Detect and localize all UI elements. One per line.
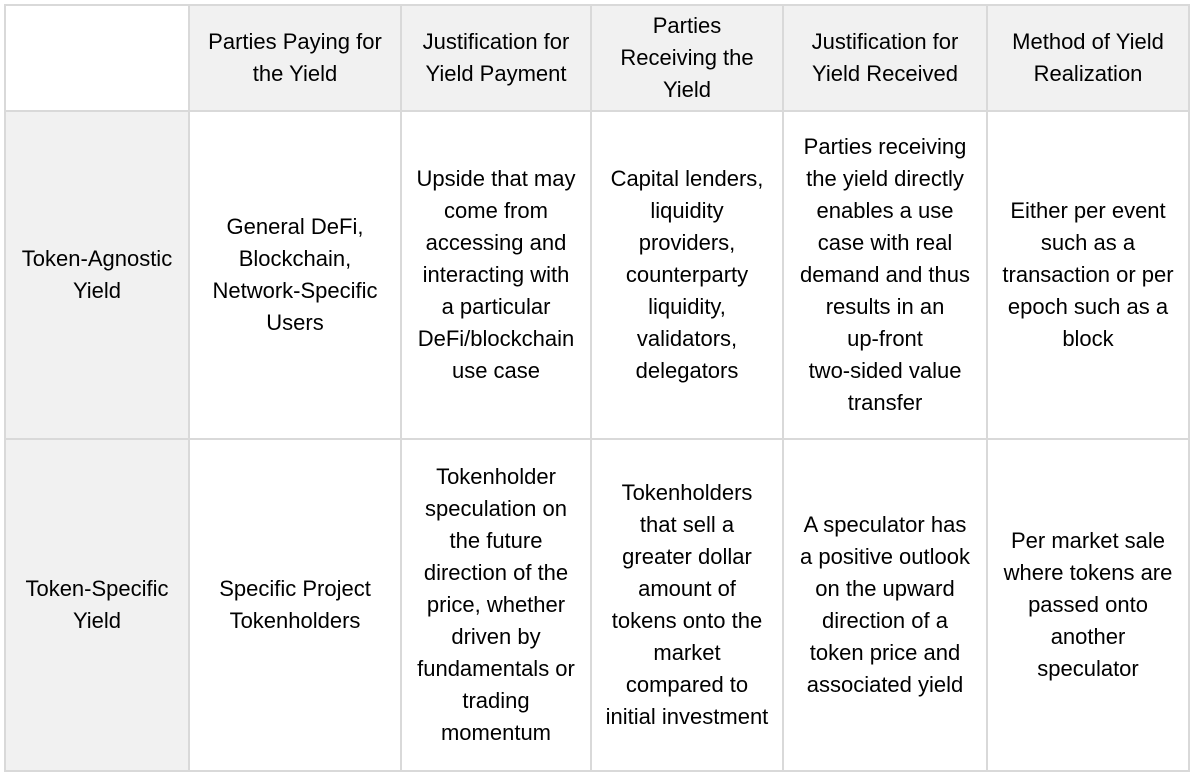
row-label-token-specific: Token-Specific Yield [5, 439, 189, 771]
column-header-parties-paying: Parties Paying for the Yield [189, 5, 401, 111]
table-row-token-agnostic [5, 111, 1189, 439]
table-cell: Upside that may come from accessing and interacting with a particular DeFi/blockchain use case [401, 111, 591, 439]
table-cell: General DeFi, Blockchain, Network-Specific Users [189, 111, 401, 439]
table-cell: Either per event such as a transaction or per epoch such as a block [987, 111, 1189, 439]
table-cell: A speculator has a positive outlook on the upward direction of a token price and associated yield [783, 439, 987, 771]
row-label-token-agnostic: Token-Agnostic Yield [5, 111, 189, 439]
yield-comparison-table [4, 4, 1190, 772]
table-cell: Parties receiving the yield directly enables a use case with real demand and thus results in an up-front two-sided value transfer [783, 111, 987, 439]
table-cell: Per market sale where tokens are passed onto another speculator [987, 439, 1189, 771]
table-cell: Tokenholder speculation on the future direction of the price, whether driven by fundamentals or trading momentum [401, 439, 591, 771]
column-header-parties-receiving: Parties Receiving the Yield [591, 5, 783, 111]
column-header-method-realization: Method of Yield Realization [987, 5, 1189, 111]
table-cell: Capital lenders, liquidity providers, counterparty liquidity, validators, delegators [591, 111, 783, 439]
table-cell: Specific Project Tokenholders [189, 439, 401, 771]
table-row-token-specific [5, 439, 1189, 771]
yield-comparison-table-container [4, 4, 1190, 772]
table-cell: Tokenholders that sell a greater dollar amount of tokens onto the market compared to initial investment [591, 439, 783, 771]
column-header-justification-received: Justification for Yield Received [783, 5, 987, 111]
table-header-row [5, 5, 1189, 111]
column-header-justification-payment: Justification for Yield Payment [401, 5, 591, 111]
table-corner-cell [5, 5, 189, 111]
